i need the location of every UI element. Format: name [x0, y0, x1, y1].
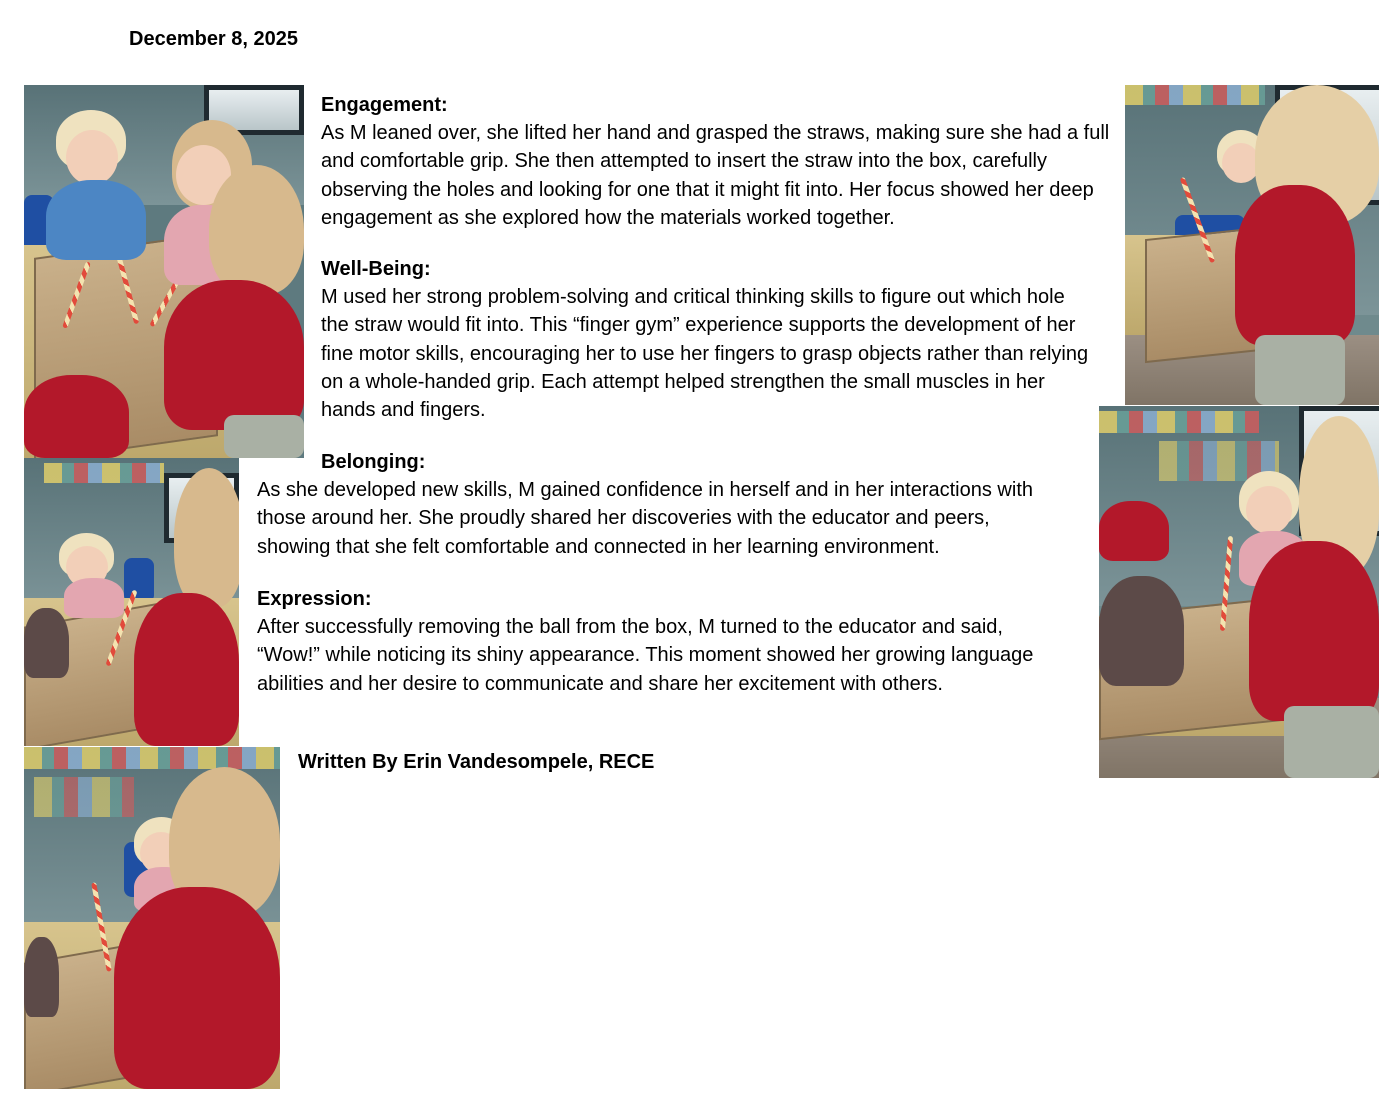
- photo-inserting-straw: [24, 458, 239, 746]
- section-body: As she developed new skills, M gained confidence in herself and in her interactions with those around her. She proudly shared her discoveries with the educator and peers, showing that she felt comfortable and connected in her learning environment.: [257, 479, 1033, 558]
- section-heading: Well-Being:: [321, 258, 431, 280]
- photo-holding-straw: [24, 747, 280, 1089]
- section-belonging: [257, 448, 1067, 561]
- photo-children-at-table: [24, 85, 304, 458]
- photo-straw-into-box: [1099, 406, 1379, 778]
- section-well-being: [321, 255, 1096, 424]
- section-heading: Engagement:: [321, 94, 448, 116]
- section-body: After successfully removing the ball from the box, M turned to the educator and said, “Wow!” while noticing its shiny appearance. This moment showed her growing language abilities and her desire to communicate and share her excitement with others.: [257, 616, 1034, 695]
- signature: Written By Erin Vandesompele, RECE: [298, 751, 655, 773]
- section-body: M used her strong problem-solving and critical thinking skills to figure out which hole the straw would fit into. This “finger gym” experience supports the development of her fine motor skills, encouraging her to use her fingers to grasp objects rather than relying on a whole-handed grip. Each attempt helped strengthen the small muscles in her hands and fingers.: [321, 286, 1089, 422]
- section-heading: Expression:: [257, 588, 372, 610]
- photo-standing-at-box: [1125, 85, 1379, 405]
- document-date: December 8, 2025: [129, 28, 299, 50]
- section-heading: Belonging:: [321, 451, 426, 473]
- section-engagement: [321, 91, 1121, 232]
- section-body: As M leaned over, she lifted her hand and grasped the straws, making sure she had a full and comfortable grip. She then attempted to insert the straw into the box, carefully observing the holes and looking for one that it might fit into. Her focus showed her deep engagement as she explored how the materials worked together.: [321, 122, 1110, 229]
- section-expression: [257, 585, 1067, 698]
